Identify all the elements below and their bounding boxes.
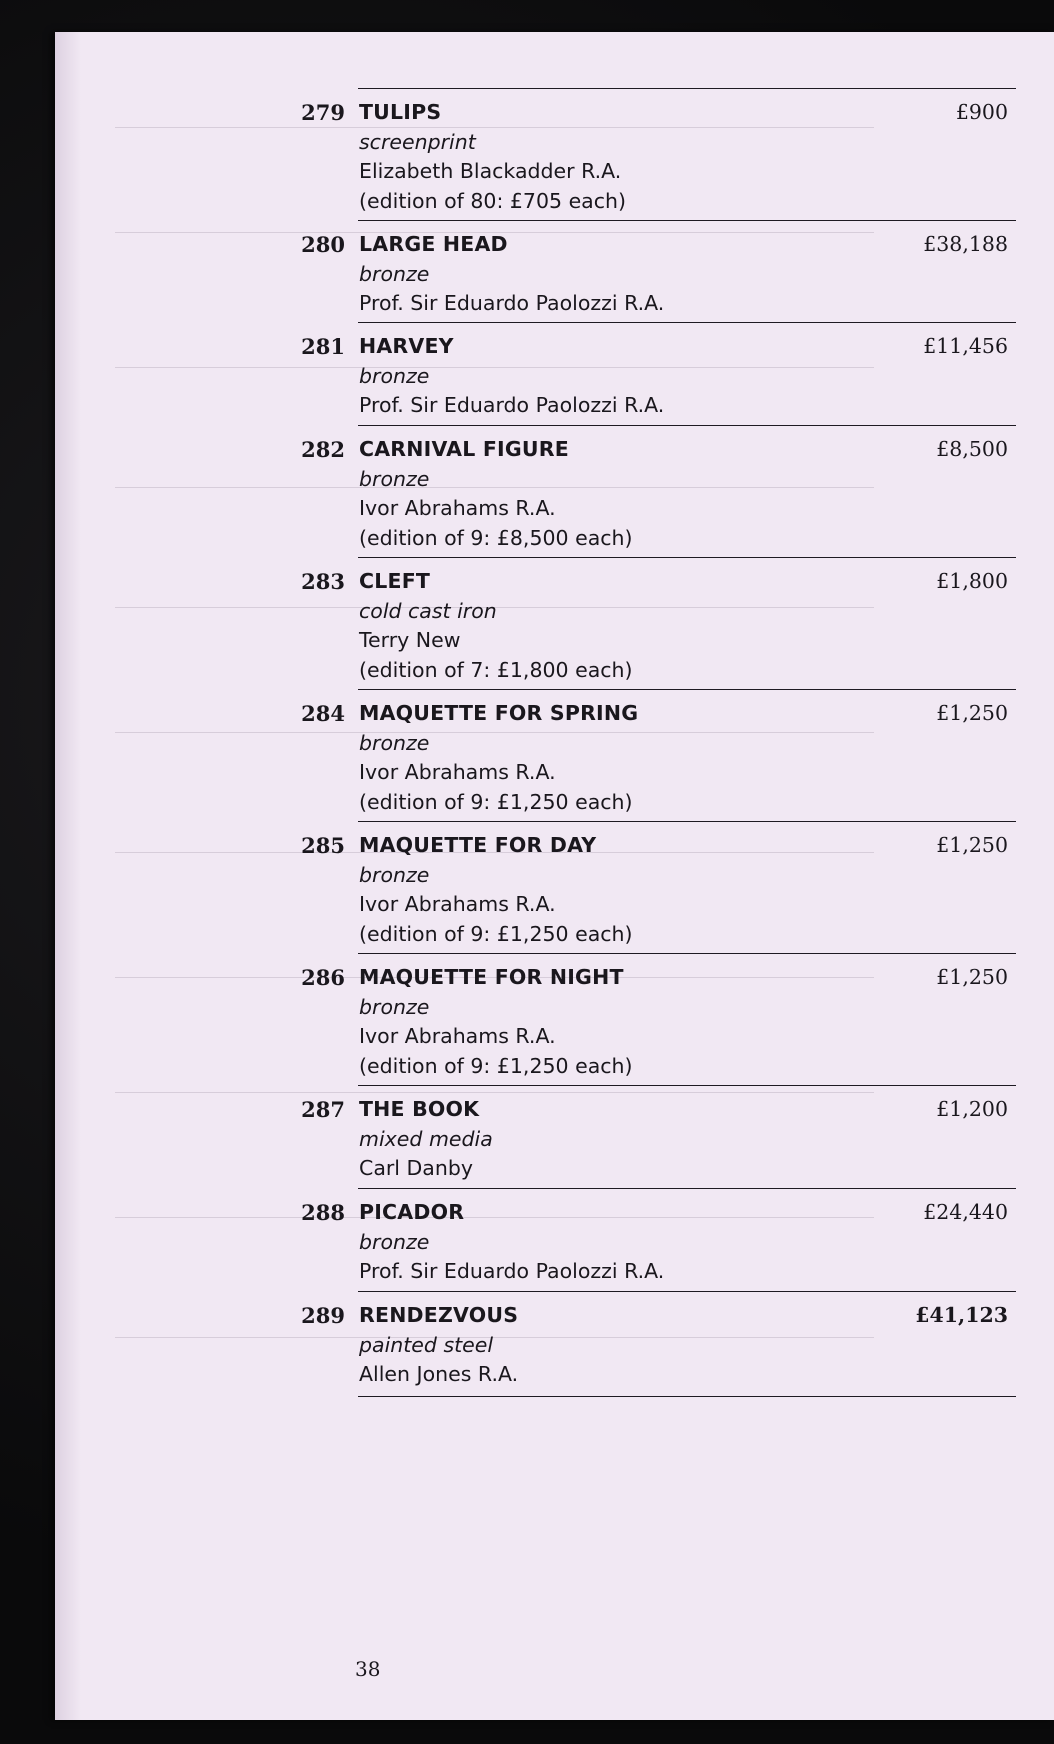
page-number: 38 xyxy=(355,1657,381,1681)
entry-medium: bronze xyxy=(359,994,430,1019)
entry-edition: (edition of 7: £1,800 each) xyxy=(359,657,633,682)
entry-number: 287 xyxy=(301,1097,345,1122)
entry-number: 280 xyxy=(301,232,345,257)
entry-medium: bronze xyxy=(359,730,430,755)
entry-price: £1,250 xyxy=(936,833,1008,857)
entry-number: 281 xyxy=(301,334,345,359)
entry-divider xyxy=(358,557,1016,558)
entry-number: 289 xyxy=(301,1303,345,1328)
entry-title: THE BOOK xyxy=(359,1097,480,1121)
entry-medium: bronze xyxy=(359,862,430,887)
entry-divider xyxy=(358,1291,1016,1292)
entry-price: £38,188 xyxy=(923,232,1008,256)
entry-number: 279 xyxy=(301,100,345,125)
entry-divider xyxy=(358,322,1016,323)
entry-artist: Terry New xyxy=(359,628,461,652)
entry-divider xyxy=(358,1085,1016,1086)
entry-divider xyxy=(358,88,1016,89)
entry-edition: (edition of 9: £1,250 each) xyxy=(359,789,633,814)
entry-title: MAQUETTE FOR NIGHT xyxy=(359,965,624,989)
entry-divider xyxy=(358,821,1016,822)
entry-artist: Prof. Sir Eduardo Paolozzi R.A. xyxy=(359,291,665,315)
entry-divider xyxy=(358,689,1016,690)
entry-number: 286 xyxy=(301,965,345,990)
entry-title: MAQUETTE FOR DAY xyxy=(359,833,597,857)
entry-medium: painted steel xyxy=(359,1332,494,1357)
entry-number: 288 xyxy=(301,1200,345,1225)
entry-edition: (edition of 9: £1,250 each) xyxy=(359,1053,633,1078)
catalogue-page xyxy=(55,32,1054,1720)
entry-artist: Ivor Abrahams R.A. xyxy=(359,1024,556,1048)
entry-title: TULIPS xyxy=(359,100,442,124)
closing-divider xyxy=(358,1396,1016,1397)
entry-medium: bronze xyxy=(359,261,430,286)
entry-price: £41,123 xyxy=(915,1303,1008,1327)
entry-price: £1,250 xyxy=(936,701,1008,725)
entry-medium: screenprint xyxy=(359,129,476,154)
entry-artist: Carl Danby xyxy=(359,1156,474,1180)
entry-artist: Ivor Abrahams R.A. xyxy=(359,496,556,520)
entry-price: £11,456 xyxy=(923,334,1008,358)
entry-price: £1,800 xyxy=(936,569,1008,593)
entry-medium: bronze xyxy=(359,1229,430,1254)
entry-edition: (edition of 9: £1,250 each) xyxy=(359,921,633,946)
entry-divider xyxy=(358,953,1016,954)
entry-number: 285 xyxy=(301,833,345,858)
entry-medium: cold cast iron xyxy=(359,598,497,623)
entry-divider xyxy=(358,425,1016,426)
entry-artist: Elizabeth Blackadder R.A. xyxy=(359,159,622,183)
entry-title: MAQUETTE FOR SPRING xyxy=(359,701,639,725)
entry-title: CARNIVAL FIGURE xyxy=(359,437,569,461)
entry-title: PICADOR xyxy=(359,1200,465,1224)
entry-price: £1,200 xyxy=(936,1097,1008,1121)
entry-number: 283 xyxy=(301,569,345,594)
entry-medium: bronze xyxy=(359,466,430,491)
entry-price: £1,250 xyxy=(936,965,1008,989)
entry-artist: Ivor Abrahams R.A. xyxy=(359,760,556,784)
entry-artist: Prof. Sir Eduardo Paolozzi R.A. xyxy=(359,393,665,417)
entry-price: £8,500 xyxy=(936,437,1008,461)
entry-artist: Allen Jones R.A. xyxy=(359,1362,519,1386)
entry-title: CLEFT xyxy=(359,569,431,593)
page-edge-shadow xyxy=(55,32,81,1720)
entry-medium: mixed media xyxy=(359,1126,493,1151)
entry-price: £900 xyxy=(955,100,1008,124)
entry-divider xyxy=(358,220,1016,221)
entry-title: LARGE HEAD xyxy=(359,232,508,256)
entry-medium: bronze xyxy=(359,363,430,388)
entry-edition: (edition of 9: £8,500 each) xyxy=(359,525,633,550)
entry-edition: (edition of 80: £705 each) xyxy=(359,188,627,213)
entry-title: RENDEZVOUS xyxy=(359,1303,519,1327)
entry-number: 284 xyxy=(301,701,345,726)
entry-price: £24,440 xyxy=(923,1200,1008,1224)
entry-divider xyxy=(358,1188,1016,1189)
entry-number: 282 xyxy=(301,437,345,462)
entry-title: HARVEY xyxy=(359,334,454,358)
entry-artist: Ivor Abrahams R.A. xyxy=(359,892,556,916)
entry-artist: Prof. Sir Eduardo Paolozzi R.A. xyxy=(359,1259,665,1283)
